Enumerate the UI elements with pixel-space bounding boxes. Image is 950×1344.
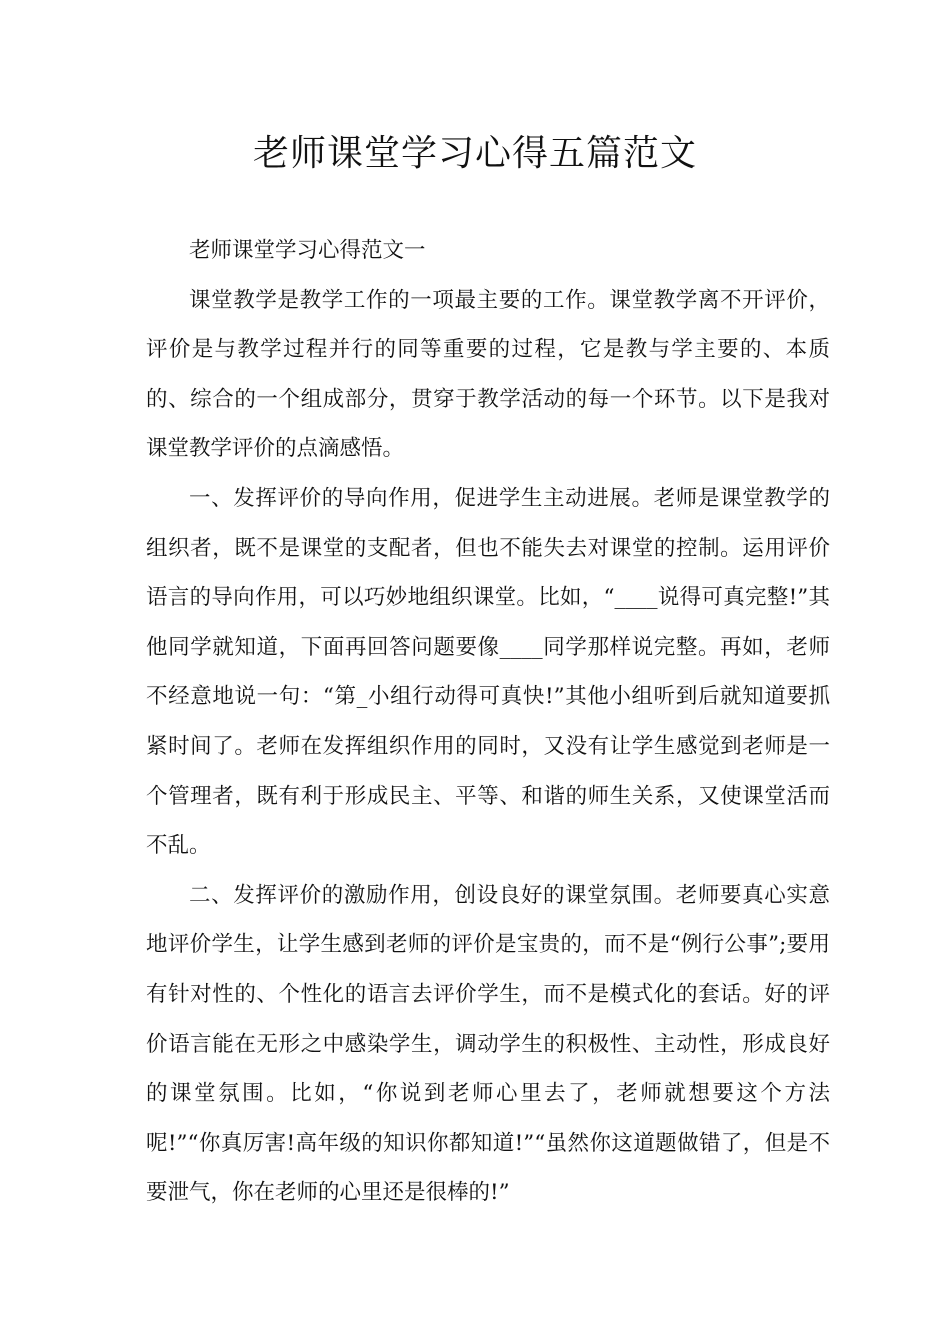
section-heading: 老师课堂学习心得范文一 <box>189 238 426 263</box>
document-body <box>146 226 830 1218</box>
paragraph-point-one: 一、发挥评价的导向作用，促进学生主动进展。老师是课堂教学的组织者，既不是课堂的支配者，但也不能失去对课堂的控制。运用评价语言的导向作用，可以巧妙地组织课堂。比如，“____说得可真完整!”其他同学就知道，下面再回答问题要像____同学那样说完整。再如，老师不经意地说一句：“第_小组行动得可真快!”其他小组听到后就知道要抓紧时间了。老师在发挥组织作用的同时，又没有让学生感觉到老师是一个管理者，既有利于形成民主、平等、和谐的师生关系，又使课堂活而不乱。 <box>146 485 830 859</box>
paragraph-intro: 课堂教学是教学工作的一项最主要的工作。课堂教学离不开评价，评价是与教学过程并行的同等重要的过程，它是教与学主要的、本质的、综合的一个组成部分，贯穿于教学活动的每一个环节。以下是我对课堂教学评价的点滴感悟。 <box>146 287 830 462</box>
document-title: 老师课堂学习心得五篇范文 <box>252 133 697 174</box>
paragraph-point-two: 二、发挥评价的激励作用，创设良好的课堂氛围。老师要真心实意地评价学生，让学生感到老师的评价是宝贵的，而不是“例行公事”;要用有针对性的、个性化的语言去评价学生，而不是模式化的套话。好的评价语言能在无形之中感染学生，调动学生的积极性、主动性，形成良好的课堂氛围。比如，“你说到老师心里去了，老师就想要这个方法呢!”“你真厉害!高年级的知识你都知道!”“虽然你这道题做错了，但是不要泄气，你在老师的心里还是很棒的!” <box>146 882 830 1206</box>
